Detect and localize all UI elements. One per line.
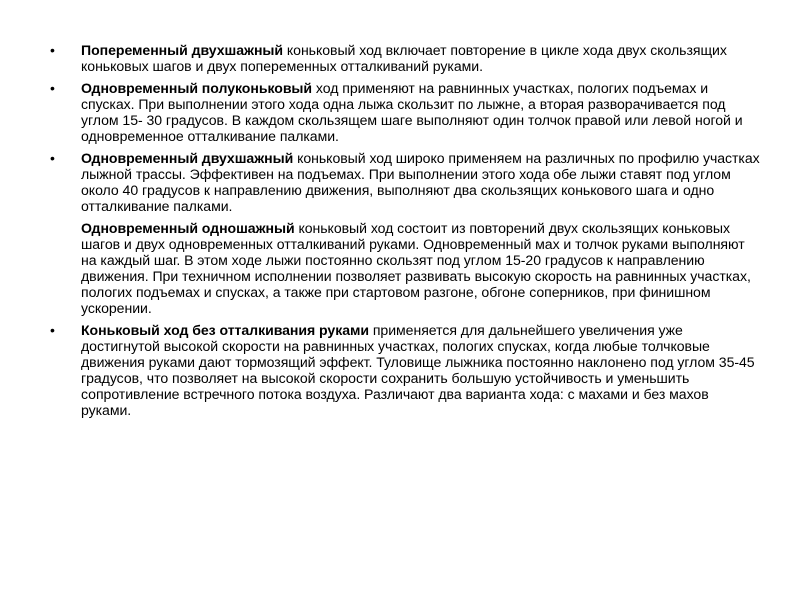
bullet-marker: • bbox=[50, 322, 55, 338]
list-item bbox=[50, 150, 760, 214]
term-bold: Коньковый ход без отталкивания руками bbox=[81, 322, 369, 338]
list-item bbox=[50, 220, 760, 316]
paragraph-text: коньковый ход широко применяем на различных по профилю участках лыжной трассы. Эффективен на подъемах. При выполнении этого хода обе лыжи ставят под углом около 40 градусов к направлению движения, выполняют два скользящих конькового шага и одно отталкивание палками. bbox=[81, 150, 760, 214]
list-item bbox=[50, 42, 760, 74]
paragraph-text: ход применяют на равнинных участках, пологих подъемах и спусках. При выполнении этого хода одна лыжа скользит по лыжне, а вторая разворачивается под углом 15- 30 градусов. В каждом скользящем шаге выполняют один толчок правой или левой ногой и одновременное отталкивание палками. bbox=[81, 80, 743, 144]
bullet-marker: • bbox=[50, 42, 55, 58]
paragraph-text: коньковый ход состоит из повторений двух скользящих коньковых шагов и двух одновременных отталкиваний руками. Одновременный мах и толчок руками выполняют на каждый шаг. В этом ходе лыжи постоянно скользят под углом 15-20 градусов к направлению движения. При техничном исполнении позволяет развивать высокую скорость на равнинных участках, пологих подъемах и спусках, а также при стартовом разгоне, обгоне соперников, при финишном ускорении. bbox=[81, 220, 751, 316]
bullet-marker: • bbox=[50, 80, 55, 96]
term-bold: Попеременный двухшажный bbox=[81, 42, 284, 58]
term-bold: Одновременный двухшажный bbox=[81, 150, 294, 166]
bullet-list bbox=[50, 42, 760, 424]
list-item bbox=[50, 322, 760, 418]
term-bold: Одновременный полуконьковый bbox=[81, 80, 313, 96]
paragraph-text: применяется для дальнейшего увеличения уже достигнутой высокой скорости на равнинных участках, пологих спусках, когда любые толчковые движения руками дают тормозящий эффект. Туловище лыжника постоянно наклонено под углом 35-45 градусов, что позволяет на высокой скорости сохранить большую устойчивость и уменьшить сопротивление встречного потока воздуха. Различают два варианта хода: с махами и без махов руками. bbox=[81, 322, 755, 418]
term-bold: Одновременный одношажный bbox=[81, 220, 295, 236]
list-item bbox=[50, 80, 760, 144]
paragraph-text: коньковый ход включает повторение в цикле хода двух скользящих коньковых шагов и двух попеременных отталкиваний руками. bbox=[81, 42, 727, 74]
bullet-marker: • bbox=[50, 150, 55, 166]
